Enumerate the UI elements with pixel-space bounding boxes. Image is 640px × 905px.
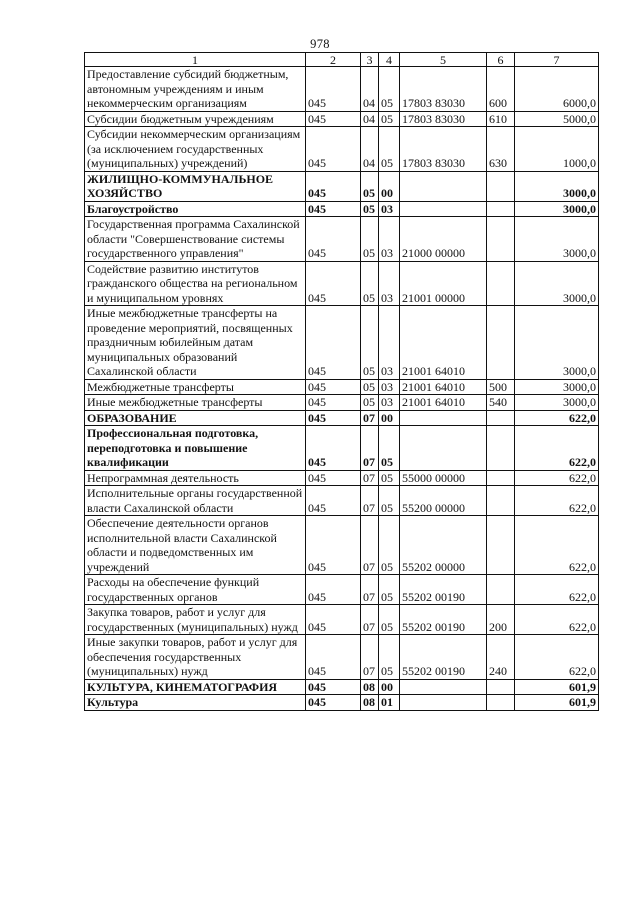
target-article-cell: 55000 00000 <box>400 470 487 486</box>
table-row <box>85 516 599 575</box>
amount-cell: 601,9 <box>515 679 599 695</box>
target-article-cell: 17803 83030 <box>400 111 487 127</box>
section-cell: 05 <box>361 395 379 411</box>
subsection-cell: 01 <box>379 695 400 711</box>
expense-type-cell <box>487 201 515 217</box>
table-row <box>85 679 599 695</box>
target-article-cell: 21001 64010 <box>400 379 487 395</box>
section-cell: 07 <box>361 635 379 680</box>
expense-type-cell: 540 <box>487 395 515 411</box>
admin-code-cell: 045 <box>306 410 361 426</box>
row-name-cell: Благоустройство <box>85 201 306 217</box>
header-cell-6: 6 <box>487 53 515 67</box>
row-name-cell: Иные закупки товаров, работ и услуг для обеспечения государственных (муниципальных) нужд <box>85 635 306 680</box>
section-cell: 07 <box>361 426 379 471</box>
subsection-cell: 00 <box>379 410 400 426</box>
table-row <box>85 410 599 426</box>
header-cell-5: 5 <box>400 53 487 67</box>
subsection-cell: 05 <box>379 575 400 605</box>
table-row <box>85 426 599 471</box>
row-name-cell: КУЛЬТУРА, КИНЕМАТОГРАФИЯ <box>85 679 306 695</box>
subsection-cell: 00 <box>379 171 400 201</box>
admin-code-cell: 045 <box>306 379 361 395</box>
admin-code-cell: 045 <box>306 470 361 486</box>
table-row <box>85 695 599 711</box>
admin-code-cell: 045 <box>306 171 361 201</box>
expense-type-cell: 200 <box>487 605 515 635</box>
subsection-cell: 03 <box>379 201 400 217</box>
row-name-cell: Предоставление субсидий бюджетным, автономным учреждениям и иным некоммерческим организациям <box>85 67 306 112</box>
section-cell: 07 <box>361 470 379 486</box>
amount-cell: 622,0 <box>515 605 599 635</box>
expense-type-cell <box>487 171 515 201</box>
amount-cell: 601,9 <box>515 695 599 711</box>
row-name-cell: Закупка товаров, работ и услуг для государственных (муниципальных) нужд <box>85 605 306 635</box>
admin-code-cell: 045 <box>306 516 361 575</box>
table-row <box>85 111 599 127</box>
target-article-cell: 21000 00000 <box>400 217 487 262</box>
row-name-cell: Субсидии бюджетным учреждениям <box>85 111 306 127</box>
amount-cell: 3000,0 <box>515 217 599 262</box>
amount-cell: 3000,0 <box>515 261 599 306</box>
table-row <box>85 67 599 112</box>
target-article-cell <box>400 410 487 426</box>
table-row <box>85 127 599 172</box>
expense-type-cell <box>487 679 515 695</box>
target-article-cell: 21001 64010 <box>400 306 487 380</box>
admin-code-cell: 045 <box>306 575 361 605</box>
table-row <box>85 635 599 680</box>
subsection-cell: 03 <box>379 261 400 306</box>
table-row <box>85 486 599 516</box>
subsection-cell: 03 <box>379 379 400 395</box>
row-name-cell: ОБРАЗОВАНИЕ <box>85 410 306 426</box>
amount-cell: 622,0 <box>515 410 599 426</box>
admin-code-cell: 045 <box>306 426 361 471</box>
target-article-cell: 55202 00190 <box>400 605 487 635</box>
expense-type-cell: 600 <box>487 67 515 112</box>
admin-code-cell: 045 <box>306 217 361 262</box>
admin-code-cell: 045 <box>306 486 361 516</box>
header-cell-1: 1 <box>85 53 306 67</box>
subsection-cell: 05 <box>379 67 400 112</box>
amount-cell: 6000,0 <box>515 67 599 112</box>
table-row <box>85 217 599 262</box>
target-article-cell: 17803 83030 <box>400 67 487 112</box>
target-article-cell: 55202 00190 <box>400 575 487 605</box>
row-name-cell: Исполнительные органы государственной власти Сахалинской области <box>85 486 306 516</box>
expense-type-cell <box>487 306 515 380</box>
expense-type-cell <box>487 516 515 575</box>
table-row <box>85 575 599 605</box>
subsection-cell: 05 <box>379 516 400 575</box>
target-article-cell: 55202 00190 <box>400 635 487 680</box>
table-row <box>85 470 599 486</box>
row-name-cell: Государственная программа Сахалинской области "Совершенствование системы государственного управления" <box>85 217 306 262</box>
expense-type-cell <box>487 695 515 711</box>
row-name-cell: Иные межбюджетные трансферты на проведение мероприятий, посвященных праздничным юбилейным датам муниципальных образований Сахалинской области <box>85 306 306 380</box>
header-cell-2: 2 <box>306 53 361 67</box>
section-cell: 05 <box>361 306 379 380</box>
row-name-cell: Иные межбюджетные трансферты <box>85 395 306 411</box>
amount-cell: 1000,0 <box>515 127 599 172</box>
section-cell: 05 <box>361 201 379 217</box>
subsection-cell: 05 <box>379 605 400 635</box>
section-cell: 04 <box>361 67 379 112</box>
admin-code-cell: 045 <box>306 395 361 411</box>
subsection-cell: 00 <box>379 679 400 695</box>
amount-cell: 622,0 <box>515 426 599 471</box>
section-cell: 07 <box>361 486 379 516</box>
expense-type-cell <box>487 575 515 605</box>
amount-cell: 622,0 <box>515 635 599 680</box>
section-cell: 08 <box>361 679 379 695</box>
section-cell: 05 <box>361 261 379 306</box>
admin-code-cell: 045 <box>306 127 361 172</box>
page-number: 978 <box>310 37 330 51</box>
subsection-cell: 03 <box>379 217 400 262</box>
expense-type-cell <box>487 470 515 486</box>
admin-code-cell: 045 <box>306 306 361 380</box>
expense-type-cell <box>487 410 515 426</box>
table-row <box>85 171 599 201</box>
target-article-cell <box>400 171 487 201</box>
subsection-cell: 05 <box>379 127 400 172</box>
expense-type-cell <box>487 217 515 262</box>
section-cell: 07 <box>361 410 379 426</box>
header-cell-3: 3 <box>361 53 379 67</box>
section-cell: 07 <box>361 605 379 635</box>
admin-code-cell: 045 <box>306 201 361 217</box>
row-name-cell: Межбюджетные трансферты <box>85 379 306 395</box>
header-row <box>85 53 599 67</box>
expense-type-cell: 240 <box>487 635 515 680</box>
expense-type-cell: 630 <box>487 127 515 172</box>
amount-cell: 3000,0 <box>515 306 599 380</box>
subsection-cell: 05 <box>379 635 400 680</box>
target-article-cell: 17803 83030 <box>400 127 487 172</box>
table-row <box>85 201 599 217</box>
amount-cell: 622,0 <box>515 516 599 575</box>
amount-cell: 3000,0 <box>515 201 599 217</box>
target-article-cell <box>400 679 487 695</box>
table-row <box>85 306 599 380</box>
subsection-cell: 03 <box>379 395 400 411</box>
admin-code-cell: 045 <box>306 605 361 635</box>
admin-code-cell: 045 <box>306 67 361 112</box>
target-article-cell: 55202 00000 <box>400 516 487 575</box>
section-cell: 04 <box>361 111 379 127</box>
amount-cell: 5000,0 <box>515 111 599 127</box>
table-row <box>85 395 599 411</box>
subsection-cell: 05 <box>379 111 400 127</box>
section-cell: 08 <box>361 695 379 711</box>
admin-code-cell: 045 <box>306 111 361 127</box>
section-cell: 05 <box>361 217 379 262</box>
admin-code-cell: 045 <box>306 695 361 711</box>
section-cell: 05 <box>361 171 379 201</box>
expense-type-cell: 610 <box>487 111 515 127</box>
subsection-cell: 05 <box>379 426 400 471</box>
row-name-cell: Содействие развитию институтов гражданского общества на региональном и муниципальном уровнях <box>85 261 306 306</box>
admin-code-cell: 045 <box>306 261 361 306</box>
target-article-cell: 55200 00000 <box>400 486 487 516</box>
subsection-cell: 05 <box>379 470 400 486</box>
table-row <box>85 261 599 306</box>
amount-cell: 3000,0 <box>515 171 599 201</box>
table-row <box>85 379 599 395</box>
target-article-cell <box>400 695 487 711</box>
amount-cell: 622,0 <box>515 575 599 605</box>
table-row <box>85 605 599 635</box>
expense-type-cell <box>487 486 515 516</box>
section-cell: 05 <box>361 379 379 395</box>
budget-table <box>84 52 599 711</box>
section-cell: 04 <box>361 127 379 172</box>
row-name-cell: Непрограммная деятельность <box>85 470 306 486</box>
subsection-cell: 03 <box>379 306 400 380</box>
admin-code-cell: 045 <box>306 679 361 695</box>
target-article-cell: 21001 64010 <box>400 395 487 411</box>
amount-cell: 3000,0 <box>515 395 599 411</box>
row-name-cell: Обеспечение деятельности органов исполнительной власти Сахалинской области и подведомственных им учреждений <box>85 516 306 575</box>
amount-cell: 3000,0 <box>515 379 599 395</box>
admin-code-cell: 045 <box>306 635 361 680</box>
row-name-cell: Расходы на обеспечение функций государственных органов <box>85 575 306 605</box>
row-name-cell: Культура <box>85 695 306 711</box>
row-name-cell: Субсидии некоммерческим организациям (за исключением государственных (муниципальных) учреждений) <box>85 127 306 172</box>
subsection-cell: 05 <box>379 486 400 516</box>
row-name-cell: Профессиональная подготовка, переподготовка и повышение квалификации <box>85 426 306 471</box>
expense-type-cell: 500 <box>487 379 515 395</box>
header-cell-7: 7 <box>515 53 599 67</box>
section-cell: 07 <box>361 575 379 605</box>
target-article-cell <box>400 201 487 217</box>
target-article-cell: 21001 00000 <box>400 261 487 306</box>
budget-table-body <box>85 53 599 711</box>
amount-cell: 622,0 <box>515 486 599 516</box>
expense-type-cell <box>487 426 515 471</box>
amount-cell: 622,0 <box>515 470 599 486</box>
expense-type-cell <box>487 261 515 306</box>
target-article-cell <box>400 426 487 471</box>
header-cell-4: 4 <box>379 53 400 67</box>
section-cell: 07 <box>361 516 379 575</box>
row-name-cell: ЖИЛИЩНО-КОММУНАЛЬНОЕ ХОЗЯЙСТВО <box>85 171 306 201</box>
